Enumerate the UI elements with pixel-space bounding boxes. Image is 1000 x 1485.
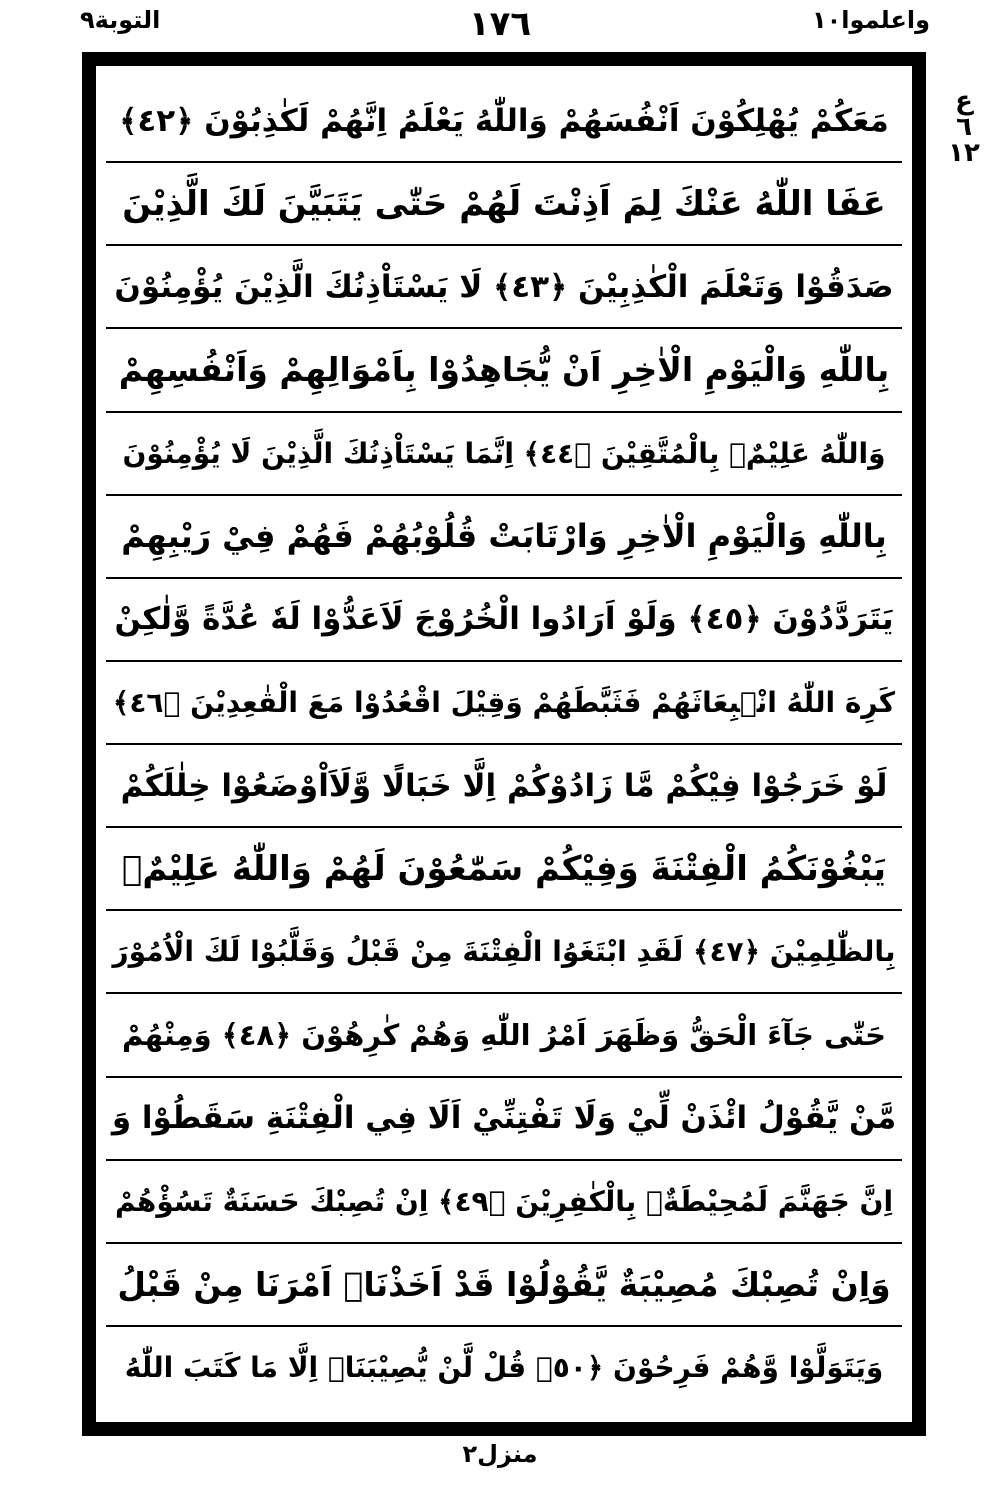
ruku-symbol: ع xyxy=(955,86,973,116)
verse-line-6: بِاللّٰهِ وَالْيَوْمِ الْاٰخِرِ وَارْتَابَتْ قُلُوْبُهُمْ فَهُمْ فِيْ رَيْبِهِمْ xyxy=(106,496,902,579)
text-frame xyxy=(94,64,914,1424)
verse-line-5: وَاللّٰهُ عَلِيْمٌۢ بِالْمُتَّقِيْنَ ﴿٤٤﴾ اِنَّمَا يَسْتَاْذِنُكَ الَّذِيْنَ لَا يُؤْمِنُوْنَ xyxy=(106,413,902,496)
verse-line-2: عَفَا اللّٰهُ عَنْكَ لِمَ اَذِنْتَ لَهُمْ حَتّٰى يَتَبَيَّنَ لَكَ الَّذِيْنَ xyxy=(106,163,902,246)
verse-line-10: يَبْغُوْنَكُمُ الْفِتْنَةَ وَفِيْكُمْ سَمّٰعُوْنَ لَهُمْ وَاللّٰهُ عَلِيْمٌۢ xyxy=(106,828,902,911)
page-number: ١٧٦ xyxy=(468,4,532,44)
verse-line-9: لَوْ خَرَجُوْا فِيْكُمْ مَّا زَادُوْكُمْ اِلَّا خَبَالًا وَّلَاَاْوْضَعُوْا خِلٰلَكُمْ xyxy=(106,745,902,828)
ruku-marker xyxy=(934,88,994,166)
page-header xyxy=(60,4,940,44)
verse-line-13: مَّنْ يَّقُوْلُ ائْذَنْ لِّيْ وَلَا تَفْتِنِّيْ اَلَا فِي الْفِتْنَةِ سَقَطُوْا وَ xyxy=(106,1078,902,1161)
manzil-footer: منزل٢ xyxy=(462,1440,538,1468)
verse-line-15: وَاِنْ تُصِبْكَ مُصِيْبَةٌ يَّقُوْلُوْا قَدْ اَخَذْنَاۤ اَمْرَنَا مِنْ قَبْلُ xyxy=(106,1244,902,1327)
verse-line-8: كَرِهَ اللّٰهُ انْۢبِعَاثَهُمْ فَثَبَّطَهُمْ وَقِيْلَ اقْعُدُوْا مَعَ الْقٰعِدِيْنَ ﴿٤٦﴾ xyxy=(106,662,902,745)
verse-line-7: يَتَرَدَّدُوْنَ ﴿٤٥﴾ وَلَوْ اَرَادُوا الْخُرُوْجَ لَاَعَدُّوْا لَهٗ عُدَّةً وَّلٰكِنْ xyxy=(106,579,902,662)
ruku-number: ٦ xyxy=(956,112,972,142)
verse-line-11: بِالظّٰلِمِيْنَ ﴿٤٧﴾ لَقَدِ ابْتَغَوُا الْفِتْنَةَ مِنْ قَبْلُ وَقَلَّبُوْا لَكَ الْاُمُوْرَ xyxy=(106,911,902,994)
verse-line-16: وَيَتَوَلَّوْا وَّهُمْ فَرِحُوْنَ ﴿٥٠﴾ قُلْ لَّنْ يُّصِيْبَنَاۤ اِلَّا مَا كَتَبَ اللّٰهُ xyxy=(124,1350,884,1384)
surah-label: التوبة٩ xyxy=(80,6,161,34)
verse-lines xyxy=(106,80,902,1408)
verse-line-3: صَدَقُوْا وَتَعْلَمَ الْكٰذِبِيْنَ ﴿٤٣﴾ لَا يَسْتَاْذِنُكَ الَّذِيْنَ يُؤْمِنُوْنَ xyxy=(106,246,902,329)
verse-line-14: اِنَّ جَهَنَّمَ لَمُحِيْطَةٌۢ بِالْكٰفِرِيْنَ ﴿٤٩﴾ اِنْ تُصِبْكَ حَسَنَةٌ تَسُؤْهُمْ xyxy=(106,1161,902,1244)
verse-line-1: مَعَكُمْ يُهْلِكُوْنَ اَنْفُسَهُمْ وَاللّٰهُ يَعْلَمُ اِنَّهُمْ لَكٰذِبُوْنَ ﴿٤٢﴾ xyxy=(106,80,902,163)
juz-label: واعلموا١٠ xyxy=(812,6,930,34)
verse-line-4: بِاللّٰهِ وَالْيَوْمِ الْاٰخِرِ اَنْ يُّجَاهِدُوْا بِاَمْوَالِهِمْ وَاَنْفُسِهِمْ xyxy=(106,329,902,412)
page-border xyxy=(82,52,926,1436)
verse-line-12: حَتّٰى جَآءَ الْحَقُّ وَظَهَرَ اَمْرُ اللّٰهِ وَهُمْ كٰرِهُوْنَ ﴿٤٨﴾ وَمِنْهُمْ xyxy=(106,994,902,1077)
ruku-verse-count: ١٢ xyxy=(948,138,980,168)
